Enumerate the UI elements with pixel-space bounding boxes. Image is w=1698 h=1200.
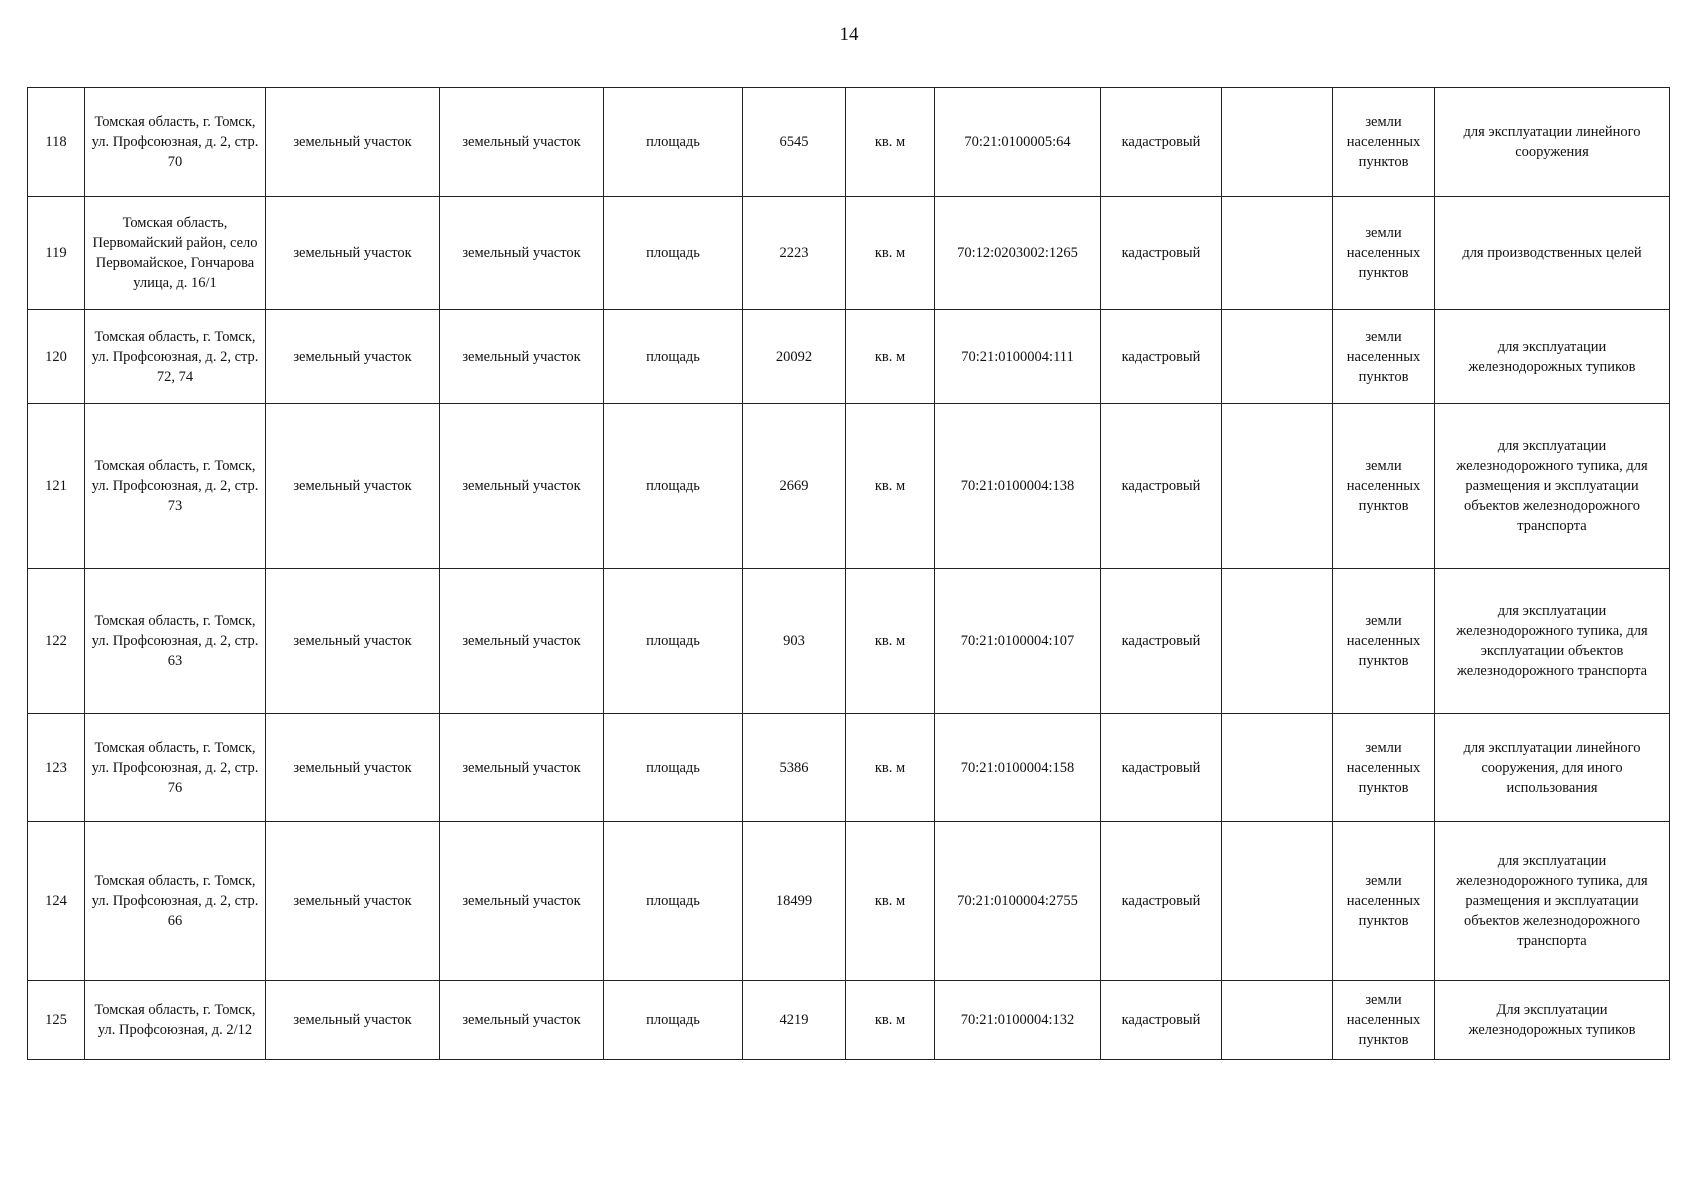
permitted-use-cell: для эксплуатации железнодорожных тупиков	[1435, 310, 1670, 404]
unit-cell: кв. м	[846, 88, 935, 197]
empty-cell	[1222, 310, 1333, 404]
table-row	[28, 822, 1670, 981]
characteristic-cell: площадь	[604, 404, 743, 569]
object-type-cell: земельный участок	[266, 310, 440, 404]
unit-cell: кв. м	[846, 197, 935, 310]
value-cell: 5386	[743, 714, 846, 822]
unit-cell: кв. м	[846, 569, 935, 714]
characteristic-cell: площадь	[604, 981, 743, 1060]
cadastral-number-cell: 70:21:0100004:107	[935, 569, 1101, 714]
number-type-cell: кадастровый	[1101, 822, 1222, 981]
object-type-cell: земельный участок	[266, 822, 440, 981]
address-cell: Томская область, г. Томск, ул. Профсоюзная, д. 2, стр. 73	[85, 404, 266, 569]
table-row	[28, 569, 1670, 714]
table-row	[28, 310, 1670, 404]
address-cell: Томская область, г. Томск, ул. Профсоюзная, д. 2, стр. 63	[85, 569, 266, 714]
unit-cell: кв. м	[846, 714, 935, 822]
object-name-cell: земельный участок	[440, 822, 604, 981]
permitted-use-cell: для эксплуатации железнодорожного тупика, для эксплуатации объектов железнодорожного транспорта	[1435, 569, 1670, 714]
unit-cell: кв. м	[846, 981, 935, 1060]
empty-cell	[1222, 197, 1333, 310]
empty-cell	[1222, 88, 1333, 197]
row-number-cell: 123	[28, 714, 85, 822]
address-cell: Томская область, г. Томск, ул. Профсоюзная, д. 2, стр. 76	[85, 714, 266, 822]
cadastral-number-cell: 70:21:0100004:2755	[935, 822, 1101, 981]
table-row	[28, 88, 1670, 197]
row-number-cell: 125	[28, 981, 85, 1060]
empty-cell	[1222, 981, 1333, 1060]
row-number-cell: 120	[28, 310, 85, 404]
cadastral-number-cell: 70:12:0203002:1265	[935, 197, 1101, 310]
land-category-cell: земли населенных пунктов	[1333, 714, 1435, 822]
empty-cell	[1222, 822, 1333, 981]
characteristic-cell: площадь	[604, 310, 743, 404]
object-name-cell: земельный участок	[440, 197, 604, 310]
object-type-cell: земельный участок	[266, 404, 440, 569]
cadastral-number-cell: 70:21:0100004:138	[935, 404, 1101, 569]
unit-cell: кв. м	[846, 404, 935, 569]
object-name-cell: земельный участок	[440, 981, 604, 1060]
characteristic-cell: площадь	[604, 714, 743, 822]
number-type-cell: кадастровый	[1101, 88, 1222, 197]
value-cell: 4219	[743, 981, 846, 1060]
object-name-cell: земельный участок	[440, 404, 604, 569]
object-type-cell: земельный участок	[266, 981, 440, 1060]
number-type-cell: кадастровый	[1101, 714, 1222, 822]
object-name-cell: земельный участок	[440, 714, 604, 822]
value-cell: 20092	[743, 310, 846, 404]
land-category-cell: земли населенных пунктов	[1333, 981, 1435, 1060]
unit-cell: кв. м	[846, 822, 935, 981]
value-cell: 6545	[743, 88, 846, 197]
row-number-cell: 122	[28, 569, 85, 714]
characteristic-cell: площадь	[604, 569, 743, 714]
land-category-cell: земли населенных пунктов	[1333, 404, 1435, 569]
row-number-cell: 124	[28, 822, 85, 981]
object-name-cell: земельный участок	[440, 569, 604, 714]
empty-cell	[1222, 404, 1333, 569]
empty-cell	[1222, 714, 1333, 822]
permitted-use-cell: Для эксплуатации железнодорожных тупиков	[1435, 981, 1670, 1060]
cadastral-number-cell: 70:21:0100004:132	[935, 981, 1101, 1060]
table-row	[28, 404, 1670, 569]
land-category-cell: земли населенных пунктов	[1333, 310, 1435, 404]
object-type-cell: земельный участок	[266, 88, 440, 197]
permitted-use-cell: для эксплуатации линейного сооружения, для иного использования	[1435, 714, 1670, 822]
number-type-cell: кадастровый	[1101, 404, 1222, 569]
land-category-cell: земли населенных пунктов	[1333, 197, 1435, 310]
unit-cell: кв. м	[846, 310, 935, 404]
number-type-cell: кадастровый	[1101, 310, 1222, 404]
object-type-cell: земельный участок	[266, 197, 440, 310]
address-cell: Томская область, г. Томск, ул. Профсоюзная, д. 2, стр. 66	[85, 822, 266, 981]
table-body	[28, 88, 1670, 1060]
address-cell: Томская область, Первомайский район, село Первомайское, Гончарова улица, д. 16/1	[85, 197, 266, 310]
permitted-use-cell: для эксплуатации линейного сооружения	[1435, 88, 1670, 197]
value-cell: 2669	[743, 404, 846, 569]
cadastral-number-cell: 70:21:0100005:64	[935, 88, 1101, 197]
object-name-cell: земельный участок	[440, 310, 604, 404]
permitted-use-cell: для эксплуатации железнодорожного тупика, для размещения и эксплуатации объектов железнодорожного транспорта	[1435, 404, 1670, 569]
table-row	[28, 714, 1670, 822]
row-number-cell: 118	[28, 88, 85, 197]
land-category-cell: земли населенных пунктов	[1333, 88, 1435, 197]
row-number-cell: 121	[28, 404, 85, 569]
cadastral-number-cell: 70:21:0100004:158	[935, 714, 1101, 822]
value-cell: 903	[743, 569, 846, 714]
property-registry-table	[27, 87, 1670, 1060]
object-name-cell: земельный участок	[440, 88, 604, 197]
value-cell: 18499	[743, 822, 846, 981]
table-row	[28, 197, 1670, 310]
characteristic-cell: площадь	[604, 88, 743, 197]
page-number: 14	[839, 24, 859, 45]
number-type-cell: кадастровый	[1101, 981, 1222, 1060]
address-cell: Томская область, г. Томск, ул. Профсоюзная, д. 2, стр. 72, 74	[85, 310, 266, 404]
number-type-cell: кадастровый	[1101, 197, 1222, 310]
land-category-cell: земли населенных пунктов	[1333, 822, 1435, 981]
cadastral-number-cell: 70:21:0100004:111	[935, 310, 1101, 404]
object-type-cell: земельный участок	[266, 569, 440, 714]
table-row	[28, 981, 1670, 1060]
permitted-use-cell: для производственных целей	[1435, 197, 1670, 310]
characteristic-cell: площадь	[604, 197, 743, 310]
number-type-cell: кадастровый	[1101, 569, 1222, 714]
permitted-use-cell: для эксплуатации железнодорожного тупика, для размещения и эксплуатации объектов железнодорожного транспорта	[1435, 822, 1670, 981]
row-number-cell: 119	[28, 197, 85, 310]
address-cell: Томская область, г. Томск, ул. Профсоюзная, д. 2/12	[85, 981, 266, 1060]
address-cell: Томская область, г. Томск, ул. Профсоюзная, д. 2, стр. 70	[85, 88, 266, 197]
object-type-cell: земельный участок	[266, 714, 440, 822]
empty-cell	[1222, 569, 1333, 714]
land-category-cell: земли населенных пунктов	[1333, 569, 1435, 714]
value-cell: 2223	[743, 197, 846, 310]
characteristic-cell: площадь	[604, 822, 743, 981]
